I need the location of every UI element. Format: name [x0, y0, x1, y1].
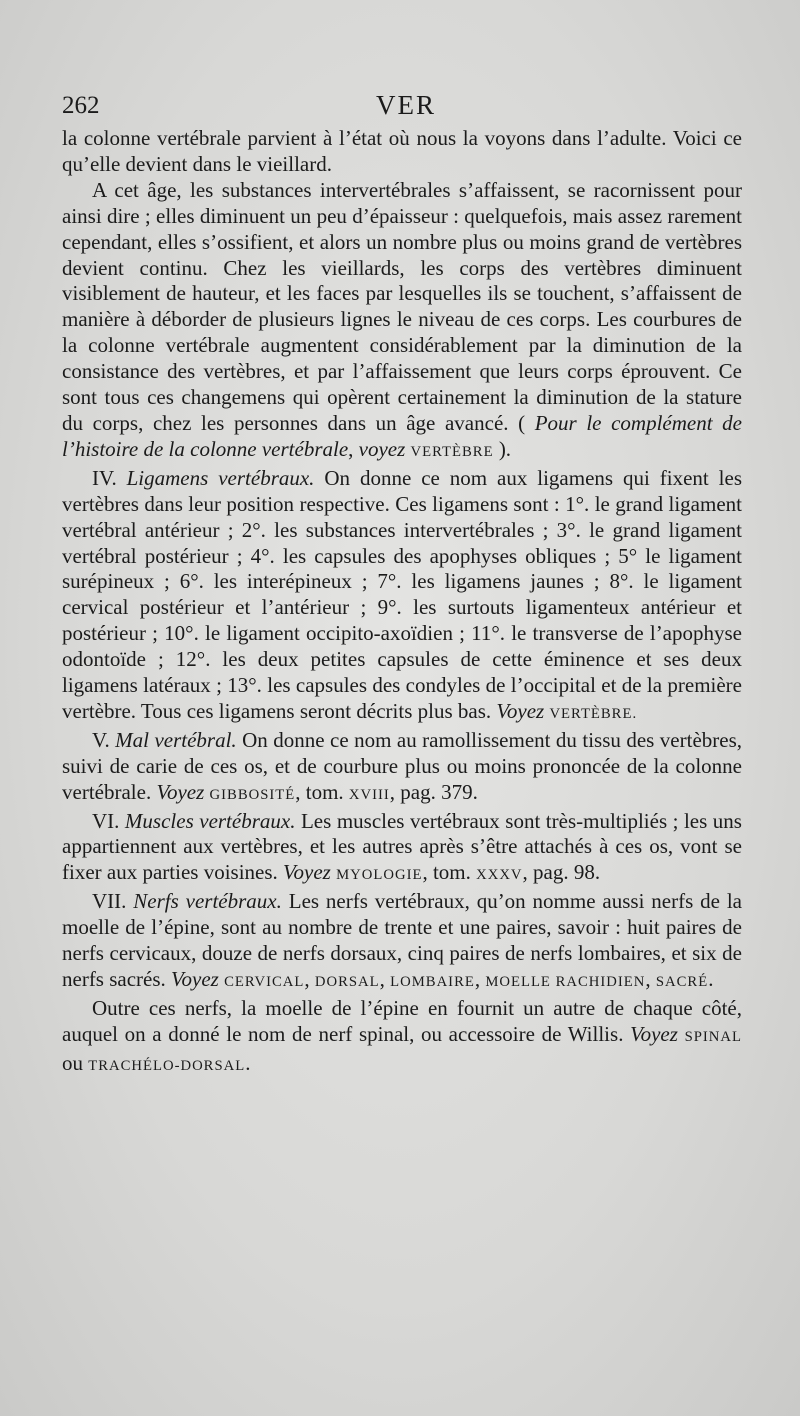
italic-text: Voyez — [630, 1021, 678, 1046]
small-caps-text: VERTÈBRE. — [549, 705, 638, 722]
italic-text: Voyez — [171, 967, 219, 991]
small-caps-text: MOELLE RACHIDIEN — [485, 974, 646, 990]
small-caps-text: VERTÈBRE — [410, 443, 494, 460]
paragraph — [62, 126, 742, 178]
text-run: On donne ce nom aux ligamens qui fixent les vertèbres dans leur position respective. Ces ligamens sont : 1°. le grand ligament vertébral antérieur ; 2°. les substances intervertébrales ; 3°. le grand ligament vertébral postérieur ; 4°. les capsules des apophyses obliques ; 5° le ligament surépineux ; 6°. les interépineux ; 7°. les ligamens jaunes ; 8°. le ligament cervical postérieur et l’antérieur ; 9°. les surtouts ligamenteux antérieur et postérieur ; 10°. le ligament occipito-axoïdien ; 11°. le transverse de l’apophyse odontoïde ; 12°. les deux petites capsules de cette éminence et ses deux ligamens latéraux ; 13°. les capsules des condyles de l’occipital et de la première vertèbre. Tous ces ligamens seront décrits plus bas. — [62, 465, 742, 723]
body-text — [62, 126, 742, 1080]
small-caps-text: CERVICAL — [224, 974, 305, 990]
paragraph — [62, 178, 742, 466]
italic-text: Pour le complément de l’histoire de la colonne vertébrale — [62, 410, 742, 461]
text-run: Les nerfs vertébraux, qu’on nomme aussi nerfs de la moelle de l’épine, sont au nombre de trente et une paires, savoir : huit paires de nerfs cervicaux, douze de nerfs dorsaux, cinq paires de nerfs lombaires, et six de nerfs sacrés. — [62, 889, 742, 991]
paragraph — [62, 996, 742, 1080]
small-caps-text: SACRÉ — [655, 974, 709, 990]
paragraph — [62, 889, 742, 996]
text-run: la colonne vertébrale parvient à l’état où nous la voyons dans l’adulte. Voici ce qu’elle devient dans le vieillard. — [62, 126, 742, 176]
text-run: On donne ce nom au ramollissement du tissu des vertèbres, suivi de carie de ces os, et de courbure plus ou moins prononcée de la colonne vertébrale. — [62, 727, 742, 804]
italic-text: voyez — [358, 436, 406, 461]
text-run: , tom. — [295, 779, 349, 804]
small-caps-text: TRACHÉLO-DORSAL — [88, 1057, 246, 1074]
italic-text: Mal vertébral. — [115, 727, 237, 752]
text-run: , — [304, 967, 315, 991]
text-run: V. — [92, 727, 116, 752]
text-run — [678, 1022, 685, 1046]
text-run: Outre ces nerfs, la moelle de l’épine en fournit un autre de chaque côté, auquel on a donné le nom de nerf spinal, ou accessoire de Willis. — [62, 995, 742, 1046]
paragraph — [62, 466, 742, 728]
text-run: , pag. 379. — [389, 779, 478, 804]
italic-text: Ligamens vertébraux. — [126, 465, 315, 490]
running-head: VER — [376, 90, 436, 120]
text-run: . — [245, 1050, 251, 1075]
text-run: , — [379, 967, 391, 991]
text-run: Les muscles vertébraux sont très-multipliés ; les uns appartiennent aux vertèbres, et les autres après s’être attachés à ces os, vont se fixer aux parties voisines. — [62, 808, 742, 885]
italic-text: Nerfs vertébraux. — [133, 889, 282, 914]
text-run: ou — [62, 1050, 89, 1075]
text-run: , tom. — [422, 860, 477, 885]
text-run: , pag. 98. — [522, 860, 601, 885]
small-caps-text: LOMBAIRE — [390, 974, 475, 990]
small-caps-text: DORSAL — [314, 974, 380, 990]
text-run: , — [645, 967, 656, 991]
italic-text: Voyez — [156, 779, 205, 804]
small-caps-text: XVIII — [348, 786, 390, 803]
text-run: , — [474, 967, 486, 991]
italic-text: Voyez — [283, 860, 331, 885]
text-run: IV. — [92, 465, 127, 490]
italic-text: Muscles vertébraux. — [124, 808, 296, 833]
text-run: VII. — [92, 889, 134, 914]
text-run: . — [708, 967, 714, 991]
small-caps-text: SPINAL — [684, 1028, 742, 1045]
page-header — [62, 88, 750, 122]
text-run: , — [348, 436, 359, 461]
italic-text: Voyez — [496, 698, 545, 723]
small-caps-text: XXXV — [476, 867, 523, 884]
small-caps-text: GIBBOSITÉ — [209, 786, 296, 803]
small-caps-text: MYOLOGIE — [336, 867, 423, 884]
text-run: VI. — [92, 808, 125, 833]
paragraph — [62, 809, 742, 890]
page-number: 262 — [62, 92, 100, 119]
paragraph — [62, 728, 742, 809]
text-run: A cet âge, les substances intervertébrales s’affaissent, se racornissent pour ainsi dire ; elles diminuent un peu d’épaisseur : quelquefois, mais assez rarement cependant, elles s’ossifient, et alors un nombre plus ou moins grand de vertèbres devient continu. Chez les vieillards, les corps des vertèbres diminuent visiblement de hauteur, et les faces par lesquelles ils se touchent, s’affaissent de manière à déborder de plusieurs lignes le niveau de ces corps. Les courbures de la colonne vertébrale augmentent considérablement par la diminution de la consistance des vertèbres, et par l’affaissement que leurs corps éprouvent. Ce sont tous ces changemens qui opèrent certainement la diminution de la stature du corps, chez les personnes dans un âge avancé. ( — [62, 177, 742, 435]
text-run: ). — [493, 436, 512, 461]
